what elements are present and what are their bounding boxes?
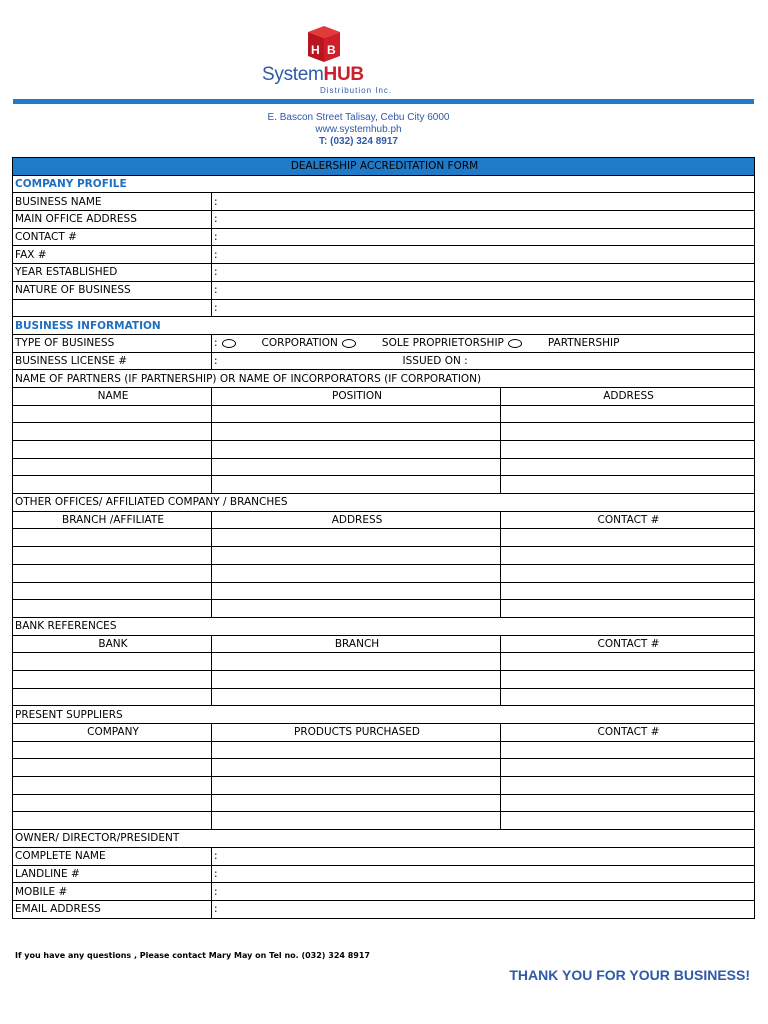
grid-cell[interactable] [501,405,755,423]
owner-row [13,883,755,901]
offices-row [13,547,755,565]
svg-text:H: H [311,43,320,57]
column-header: PRODUCTS PURCHASED [212,724,501,742]
owner-row [13,865,755,883]
partner-row [13,405,755,423]
section-owner [13,830,755,848]
colon: : [214,354,218,367]
profile-row [13,228,755,246]
section-label: PRESENT SUPPLIERS [13,706,755,724]
suppliers-row [13,777,755,795]
grid-cell[interactable] [13,741,212,759]
thank-you-message: THANK YOU FOR YOUR BUSINESS! [509,967,750,983]
column-header: CONTACT # [501,635,755,653]
form.bank-header-row [13,635,755,653]
partners-label-row [13,370,755,388]
field-input[interactable]: : [212,281,755,299]
owner-row [13,900,755,918]
field-label: YEAR ESTABLISHED [13,264,212,282]
section-company-profile [13,175,755,193]
field-label: LANDLINE # [13,865,212,883]
grid-cell[interactable] [212,441,501,459]
field-label: FAX # [13,246,212,264]
field-label: BUSINESS NAME [13,193,212,211]
field-input[interactable]: : [212,900,755,918]
section-label: BANK REFERENCES [13,617,755,635]
colon: : [214,337,218,350]
suppliers-row [13,794,755,812]
hub-cube-logo-icon [302,24,346,64]
partner-row [13,423,755,441]
profile-row [13,281,755,299]
column-header: ADDRESS [212,511,501,529]
grid-cell[interactable] [212,741,501,759]
svg-text:B: B [327,43,336,57]
profile-row [13,193,755,211]
field-input[interactable]: : [212,246,755,264]
suppliers-row [13,759,755,777]
field-input[interactable]: : [212,865,755,883]
grid-cell[interactable] [13,777,212,795]
grid-cell[interactable] [501,759,755,777]
section-suppliers [13,706,755,724]
grid-cell[interactable] [212,794,501,812]
grid-cell[interactable] [501,476,755,494]
accreditation-form [12,157,755,919]
radio-sole-proprietorship[interactable] [342,339,356,348]
grid-cell[interactable] [501,441,755,459]
grid-cell[interactable] [212,547,501,565]
grid-cell[interactable] [13,476,212,494]
column-header: NAME [13,387,212,405]
offices-row [13,564,755,582]
owner-row [13,847,755,865]
column-header: ADDRESS [501,387,755,405]
option-label: PARTNERSHIP [547,337,620,350]
grid-cell[interactable] [212,812,501,830]
form.suppliers-header-row [13,724,755,742]
grid-cell[interactable] [212,476,501,494]
grid-cell[interactable] [501,777,755,795]
bank-row [13,688,755,706]
grid-cell[interactable] [13,812,212,830]
field-label: MAIN OFFICE ADDRESS [13,211,212,229]
form.business_information-header-row [13,387,755,405]
section-heading: COMPANY PROFILE [13,175,755,193]
company-logo [262,24,442,96]
grid-cell[interactable] [13,794,212,812]
company-website: www.systemhub.ph [315,124,402,135]
grid-cell[interactable] [212,600,501,618]
company-phone: T: (032) 324 8917 [319,136,398,147]
partners-label: NAME OF PARTNERS (IF PARTNERSHIP) OR NAME OF INCORPORATORS (IF CORPORATION) [13,370,755,388]
brand-name: SystemHUB [262,64,364,85]
field-label [13,299,212,317]
offices-row [13,582,755,600]
business-license-row [13,352,755,370]
profile-row [13,264,755,282]
brand-subtitle: Distribution Inc. [320,86,393,95]
grid-cell[interactable] [501,423,755,441]
partner-row [13,476,755,494]
offices-row [13,600,755,618]
form-title: DEALERSHIP ACCREDITATION FORM [13,158,755,176]
column-header: CONTACT # [501,724,755,742]
grid-cell[interactable] [212,405,501,423]
grid-cell[interactable] [13,547,212,565]
partner-row [13,441,755,459]
grid-cell[interactable] [501,688,755,706]
profile-row [13,299,755,317]
field-input[interactable]: : [212,193,755,211]
profile-row [13,211,755,229]
field-label: EMAIL ADDRESS [13,900,212,918]
company-contact [13,112,754,148]
grid-cell[interactable] [212,777,501,795]
grid-cell[interactable] [501,529,755,547]
grid-cell[interactable] [212,529,501,547]
grid-cell[interactable] [212,759,501,777]
section-label: OWNER/ DIRECTOR/PRESIDENT [13,830,755,848]
grid-cell[interactable] [212,458,501,476]
suppliers-row [13,741,755,759]
grid-cell[interactable] [212,688,501,706]
grid-cell[interactable] [13,600,212,618]
offices-row [13,529,755,547]
grid-cell[interactable] [212,423,501,441]
column-header: COMPANY [13,724,212,742]
bank-row [13,653,755,671]
field-input[interactable]: : [212,299,755,317]
radio-partnership[interactable] [508,339,522,348]
header-divider [13,99,754,104]
contact-note: If you have any questions , Please contact Mary May on Tel no. (032) 324 8917 [15,951,370,960]
field-input[interactable]: : [212,228,755,246]
license-input[interactable] [212,352,755,370]
field-input[interactable]: : [212,264,755,282]
grid-cell[interactable] [13,582,212,600]
grid-cell[interactable] [501,564,755,582]
grid-cell[interactable] [212,653,501,671]
section-bank [13,617,755,635]
field-label: BUSINESS LICENSE # [13,352,212,370]
grid-cell[interactable] [501,600,755,618]
company-address: E. Bascon Street Talisay, Cebu City 6000 [267,112,450,123]
field-input[interactable]: : [212,211,755,229]
grid-cell[interactable] [212,670,501,688]
grid-cell[interactable] [13,405,212,423]
grid-cell[interactable] [501,653,755,671]
suppliers-row [13,812,755,830]
grid-cell[interactable] [501,670,755,688]
radio-corporation[interactable] [222,339,236,348]
section-offices [13,494,755,512]
grid-cell[interactable] [501,547,755,565]
section-label: OTHER OFFICES/ AFFILIATED COMPANY / BRANCHES [13,494,755,512]
column-header: BRANCH [212,635,501,653]
option-label: CORPORATION [261,337,338,350]
business-type-options[interactable] [212,334,755,352]
grid-cell[interactable] [501,794,755,812]
issued-on-label: ISSUED ON : [402,354,468,367]
field-label: NATURE OF BUSINESS [13,281,212,299]
grid-cell[interactable] [212,564,501,582]
column-header: BANK [13,635,212,653]
field-label: CONTACT # [13,228,212,246]
partner-row [13,458,755,476]
profile-row [13,246,755,264]
grid-cell[interactable] [13,529,212,547]
option-label: SOLE PROPRIETORSHIP [381,337,504,350]
column-header: CONTACT # [501,511,755,529]
grid-cell[interactable] [13,670,212,688]
grid-cell[interactable] [501,458,755,476]
grid-cell[interactable] [13,441,212,459]
grid-cell[interactable] [212,582,501,600]
grid-cell[interactable] [501,582,755,600]
field-input[interactable]: : [212,883,755,901]
column-header: POSITION [212,387,501,405]
form.offices-header-row [13,511,755,529]
section-business-info [13,317,755,335]
grid-cell[interactable] [13,564,212,582]
grid-cell[interactable] [13,688,212,706]
field-label: TYPE OF BUSINESS [13,334,212,352]
field-label: COMPLETE NAME [13,847,212,865]
business-type-row [13,334,755,352]
form-title-row [13,158,755,176]
bank-row [13,670,755,688]
grid-cell[interactable] [13,423,212,441]
grid-cell[interactable] [501,812,755,830]
field-label: MOBILE # [13,883,212,901]
grid-cell[interactable] [13,653,212,671]
column-header: BRANCH /AFFILIATE [13,511,212,529]
section-heading: BUSINESS INFORMATION [13,317,755,335]
grid-cell[interactable] [501,741,755,759]
grid-cell[interactable] [13,759,212,777]
field-input[interactable]: : [212,847,755,865]
grid-cell[interactable] [13,458,212,476]
